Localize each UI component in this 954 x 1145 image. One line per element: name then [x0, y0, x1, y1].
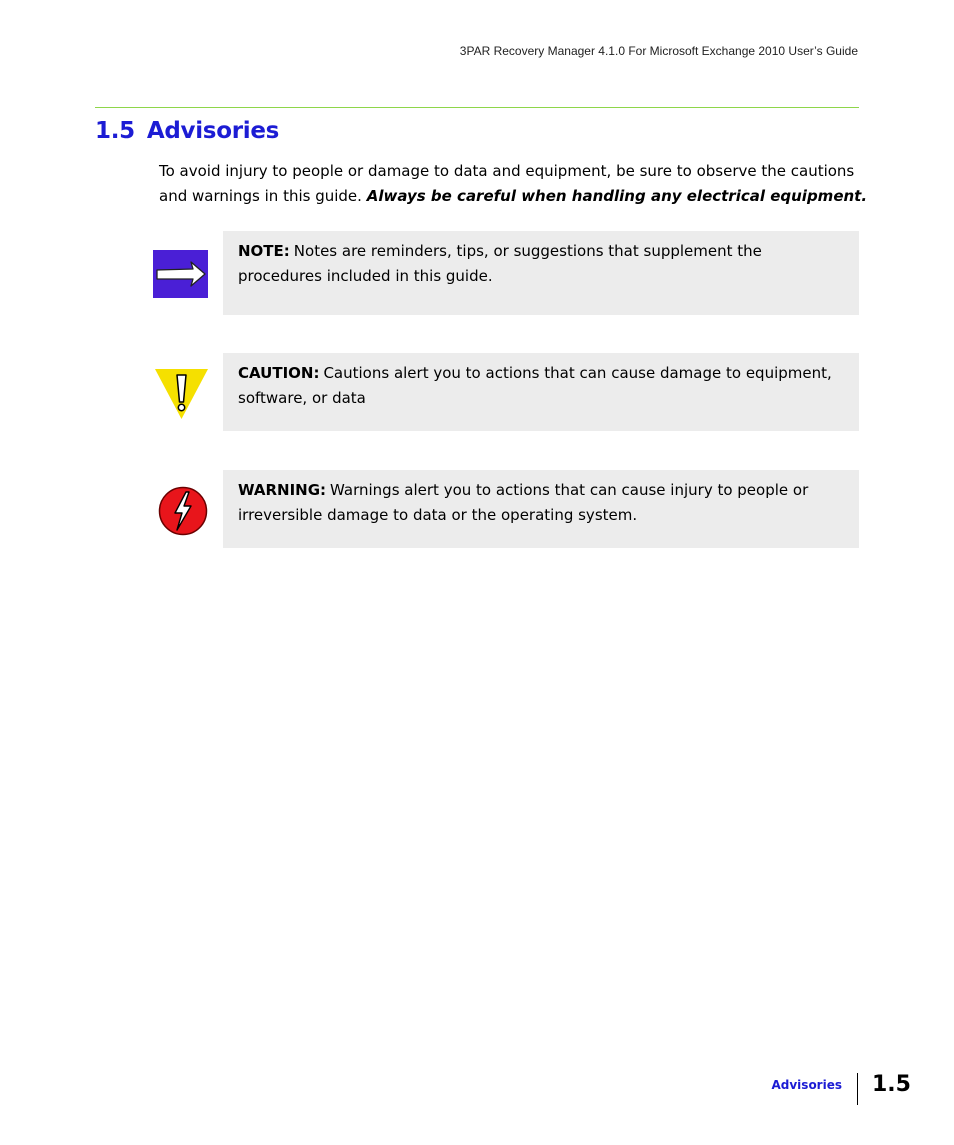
warning-text: Warnings alert you to actions that can cause injury to people or irreversible damage to data or the operating system. [238, 481, 809, 524]
section-number: 1.5 [95, 118, 135, 144]
header-rule [95, 107, 859, 108]
footer-divider [857, 1073, 858, 1105]
warning-box [223, 470, 859, 548]
footer-section-label: Advisories [771, 1078, 842, 1092]
caution-text: Cautions alert you to actions that can cause damage to equipment, software, or data [238, 364, 832, 407]
caution-box [223, 353, 859, 431]
note-label: NOTE: [238, 242, 290, 260]
section-title [95, 118, 279, 144]
intro-emphasis: Always be careful when handling any electrical equipment. [366, 187, 868, 205]
section-title-text: Advisories [146, 118, 280, 144]
intro-paragraph [159, 159, 869, 209]
warning-label: WARNING: [238, 481, 327, 499]
note-box [223, 231, 859, 315]
intro-text: To avoid injury to people or damage to data and equipment, be sure to observe the cautions and warnings in this guide. [159, 162, 855, 205]
note-text: Notes are reminders, tips, or suggestions that supplement the procedures included in this guide. [238, 242, 762, 285]
arrow-right-icon [153, 250, 208, 298]
page-number: 1.5 [872, 1072, 911, 1097]
running-header: 3PAR Recovery Manager 4.1.0 For Microsoft Exchange 2010 User’s Guide [459, 44, 858, 58]
caution-label: CAUTION: [238, 364, 320, 382]
exclamation-triangle-icon [154, 368, 209, 420]
lightning-bolt-icon [158, 486, 208, 536]
